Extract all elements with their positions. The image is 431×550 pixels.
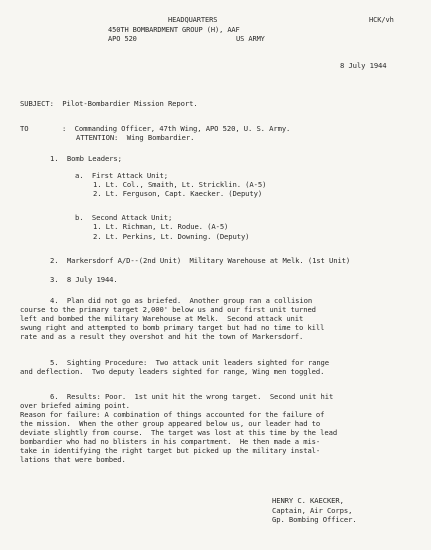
item1-b-title: b. Second Attack Unit; bbox=[75, 213, 173, 222]
signature-title: Gp. Bombing Officer. bbox=[272, 515, 357, 524]
item1-a1: 1. Lt. Col., Smaith, Lt. Stricklin. (A-5) bbox=[93, 180, 267, 189]
header-army: US ARMY bbox=[236, 35, 265, 43]
header-line2: 450TH BOMBARDMENT GROUP (H), AAF bbox=[108, 26, 240, 34]
item6-line: the mission. When the other group appeared below us, our leader had to bbox=[20, 419, 321, 428]
item5-line: 5. Sighting Procedure: Two attack unit leaders sighted for range bbox=[50, 358, 329, 367]
item3: 3. 8 July 1944. bbox=[50, 275, 118, 284]
item4-line: left and bombed the military Warehouse at Melk. Second attack unit bbox=[20, 314, 304, 323]
item1-a2: 2. Lt. Ferguson, Capt. Kaecker. (Deputy) bbox=[93, 189, 263, 198]
item6-line: over briefed aiming point. bbox=[20, 401, 130, 410]
to-line2: ATTENTION: Wing Bombardier. bbox=[76, 133, 195, 142]
header-ref: HCK/vh bbox=[369, 16, 394, 24]
item6-line: Reason for failure: A combination of things accounted for the failure of bbox=[20, 410, 325, 419]
item2: 2. Markersdorf A/D--(2nd Unit) Military Warehouse at Melk. (1st Unit) bbox=[50, 256, 351, 265]
subject-line: SUBJECT: Pilot-Bombardier Mission Report. bbox=[20, 99, 198, 108]
item4-line: 4. Plan did not go as briefed. Another group ran a collision bbox=[50, 296, 313, 305]
header-date: 8 July 1944 bbox=[340, 61, 387, 70]
item6-line: bombardier who had no blisters in his compartment. He then made a mis- bbox=[20, 437, 321, 446]
header-apo: APO 520 bbox=[108, 35, 137, 43]
item1-b1: 1. Lt. Richman, Lt. Rodue. (A-5) bbox=[93, 222, 229, 231]
signature-rank: Captain, Air Corps, bbox=[272, 506, 353, 515]
to-label: TO bbox=[20, 124, 29, 133]
item4-line: rate and as a result they overshot and hit the town of Markersdorf. bbox=[20, 332, 304, 341]
to-line1: : Commanding Officer, 47th Wing, APO 520, U. S. Army. bbox=[62, 124, 291, 133]
item1-title: 1. Bomb Leaders; bbox=[50, 154, 122, 163]
signature-name: HENRY C. KAECKER, bbox=[272, 496, 344, 505]
item6-line: 6. Results: Poor. 1st unit hit the wrong target. Second unit hit bbox=[50, 392, 334, 401]
item1-b2: 2. Lt. Perkins, Lt. Downing. (Deputy) bbox=[93, 232, 250, 241]
item4-line: course to the primary target 2,000' below us and our first unit turned bbox=[20, 305, 316, 314]
item6-line: take in identifying the right target but picked up the military instal- bbox=[20, 446, 321, 455]
item6-line: deviate slightly from course. The target was lost at this time by the lead bbox=[20, 428, 338, 437]
item4-line: swung right and attempted to bomb primary target but had no time to kill bbox=[20, 323, 325, 332]
item1-a-title: a. First Attack Unit; bbox=[75, 171, 168, 180]
item6-line: lations that were bombed. bbox=[20, 455, 126, 464]
item5-line: and deflection. Two deputy leaders sighted for range, Wing men toggled. bbox=[20, 367, 325, 376]
header-line1: HEADQUARTERS bbox=[168, 16, 218, 24]
